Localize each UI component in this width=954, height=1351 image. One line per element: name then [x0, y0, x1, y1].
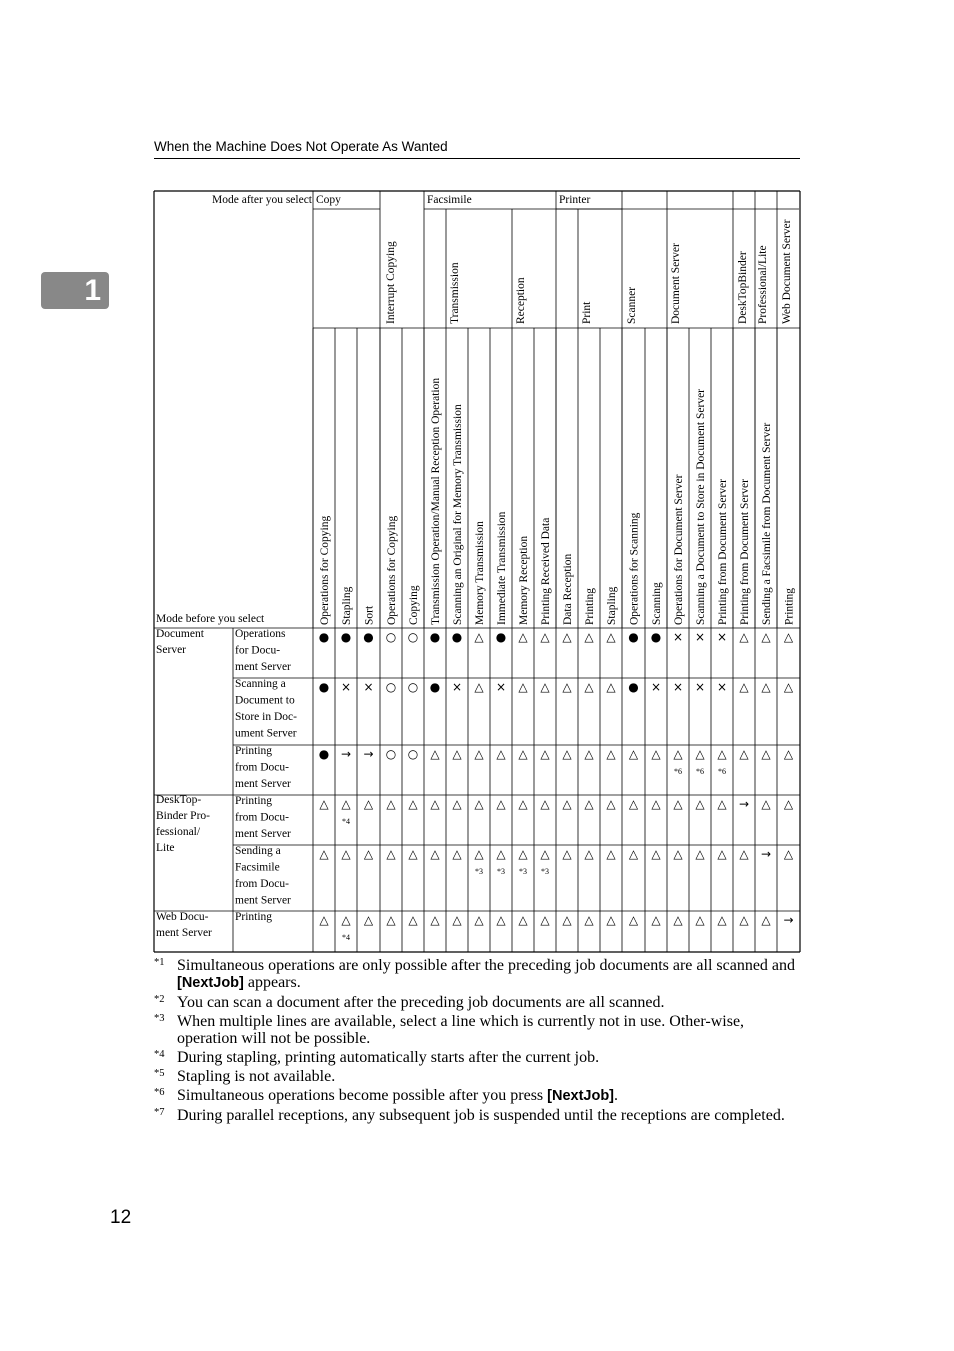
table-cell: △ — [474, 630, 484, 644]
table-cell: △ — [739, 847, 749, 861]
table-cell: △ — [452, 847, 462, 861]
table-cell: △ — [695, 847, 705, 861]
row-group-label: Binder Pro- — [156, 810, 210, 822]
table-cell: × — [495, 680, 507, 694]
group-transmission: Transmission — [449, 262, 461, 324]
table-cell: × — [340, 680, 352, 694]
group-document-server: Document Server — [670, 243, 682, 324]
table-cell: △ — [386, 797, 396, 811]
table-cell: △ — [496, 797, 506, 811]
row-label: from Docu- — [235, 761, 289, 774]
column-header: Printing from Document Server — [739, 479, 751, 625]
table-cell: × — [672, 630, 684, 644]
table-cell: △ — [452, 747, 462, 761]
column-header: Transmission Operation/Manual Reception Operation — [430, 377, 442, 625]
footnote-text: Stapling is not available. — [177, 1068, 336, 1085]
row-label: Sending a — [235, 845, 281, 857]
key-label: [NextJob] — [177, 975, 244, 991]
table-cell: × — [694, 630, 706, 644]
table-cell: △ — [341, 913, 351, 927]
table-cell: △ — [319, 847, 329, 861]
table-cell: △ — [363, 797, 374, 811]
table-cell: △ — [386, 847, 396, 861]
table-cell: △ — [695, 747, 705, 761]
table-cell: × — [672, 680, 684, 694]
footnote — [154, 1087, 800, 1105]
table-cell: ○ — [407, 680, 419, 694]
footnote-text: Simultaneous operations are only possible after the preceding job documents are all scanned and — [177, 957, 796, 974]
table-cell: △ — [496, 847, 506, 861]
table-cell: △ — [518, 913, 528, 927]
table-cell: × — [716, 630, 728, 644]
table-cell: △ — [518, 797, 528, 811]
group-printer: Printer — [559, 194, 591, 206]
table-cell: △ — [540, 847, 550, 861]
table-cell: → — [738, 797, 750, 811]
table-cell: △ — [761, 797, 771, 811]
table-cell: ○ — [385, 630, 397, 644]
column-header: Copying — [408, 585, 420, 625]
table-cell: △ — [761, 630, 771, 644]
cell-note: *4 — [342, 933, 350, 942]
table-cell: △ — [673, 847, 683, 861]
footnote-text-end: appears. — [243, 974, 301, 991]
corner-after: Mode after you select — [212, 194, 312, 206]
table-cell: △ — [562, 797, 572, 811]
table-cell: △ — [518, 680, 528, 694]
table-cell: ● — [628, 680, 639, 694]
group-desktopbinder: DeskTopBinder — [737, 251, 749, 324]
table-cell: △ — [761, 913, 771, 927]
row-label: Store in Doc- — [235, 711, 297, 723]
column-header: Scanning an Original for Memory Transmission — [452, 404, 464, 625]
row-group-label: fessional/ — [156, 826, 201, 838]
table-cell: △ — [739, 680, 749, 694]
row-label: for Docu- — [235, 644, 281, 657]
row-group-label: ment Server — [156, 927, 212, 939]
row-label: Scanning a — [235, 678, 286, 690]
row-label: ment Server — [235, 778, 291, 790]
table-cell: △ — [562, 630, 572, 644]
row-label: from Docu- — [235, 811, 289, 824]
table-cell: △ — [739, 630, 749, 644]
table-cell: △ — [717, 847, 727, 861]
table-cell: × — [694, 680, 706, 694]
table-cell: △ — [584, 747, 594, 761]
table-cell: △ — [363, 847, 374, 861]
table-cell: △ — [562, 747, 572, 761]
group-print: Print — [581, 301, 593, 324]
row-label: Printing — [235, 911, 273, 923]
footnote — [154, 994, 800, 1011]
column-header: Data Reception — [562, 553, 574, 625]
table-cell: △ — [452, 797, 462, 811]
table-cell: △ — [761, 747, 771, 761]
table-cell: △ — [606, 630, 616, 644]
table-cell: △ — [319, 913, 329, 927]
chapter-tab: 1 — [41, 272, 109, 309]
table-cell: △ — [540, 797, 550, 811]
table-cell: ● — [318, 630, 330, 644]
table-cell: △ — [540, 913, 550, 927]
table-cell: △ — [540, 747, 550, 761]
table-cell: △ — [606, 847, 616, 861]
column-header: Scanning — [651, 582, 663, 625]
table-cell: △ — [651, 913, 661, 927]
group-scanner: Scanner — [626, 286, 638, 324]
table-cell: ● — [340, 630, 352, 644]
table-cell: △ — [540, 680, 550, 694]
footnote-mark: *3 — [154, 1013, 165, 1024]
group-copy: Copy — [316, 194, 341, 206]
table-cell: △ — [651, 847, 661, 861]
footnote-mark: *7 — [154, 1107, 165, 1118]
table-cell: △ — [363, 913, 374, 927]
table-cell: × — [363, 680, 374, 694]
table-cell: ● — [363, 630, 374, 644]
table-cell: △ — [562, 680, 572, 694]
table-cell: → — [363, 747, 374, 761]
table-cell: ○ — [407, 747, 419, 761]
table-cell: △ — [408, 797, 418, 811]
table-cell: △ — [408, 847, 418, 861]
footnote — [154, 1049, 800, 1066]
table-cell: △ — [783, 630, 794, 644]
table-cell: ● — [429, 680, 441, 694]
cell-note: *3 — [475, 867, 483, 876]
column-header: Immediate Transmission — [496, 511, 508, 625]
column-header: Stapling — [606, 586, 618, 625]
table-cell: △ — [518, 630, 528, 644]
page-number: 12 — [110, 1207, 132, 1228]
table-cell: △ — [562, 913, 572, 927]
footnote — [154, 1107, 800, 1124]
table-cell: △ — [562, 847, 572, 861]
running-header: When the Machine Does Not Operate As Wanted — [154, 139, 448, 154]
table-cell: △ — [717, 913, 727, 927]
table-cell: △ — [673, 747, 683, 761]
table-cell: △ — [673, 797, 683, 811]
table-cell: △ — [695, 913, 705, 927]
table-cell: △ — [408, 913, 418, 927]
column-header: Printing Received Data — [540, 517, 552, 625]
table-cell: △ — [783, 847, 794, 861]
table-cell: ● — [429, 630, 441, 644]
group-facsimile: Facsimile — [427, 194, 472, 206]
table-cell: × — [650, 680, 662, 694]
group-interrupt-copying: Interrupt Copying — [385, 241, 397, 324]
table-cell: × — [716, 680, 728, 694]
row-label: ment Server — [235, 661, 291, 673]
column-header: Operations for Scanning — [628, 512, 641, 625]
table-cell: △ — [474, 913, 484, 927]
table-cell: △ — [518, 847, 528, 861]
table-cell: ○ — [385, 680, 397, 694]
column-header: Printing from Document Server — [717, 479, 729, 625]
row-label: ument Server — [235, 727, 297, 740]
table-cell: △ — [386, 913, 396, 927]
cell-note: *3 — [541, 867, 549, 876]
row-label: Operations — [235, 628, 286, 640]
table-cell: △ — [717, 747, 727, 761]
cell-note: *6 — [718, 767, 726, 776]
column-header: Sort — [363, 605, 376, 625]
key-label: [NextJob] — [547, 1088, 615, 1104]
table-cell: ○ — [385, 747, 397, 761]
cell-note: *3 — [519, 867, 527, 876]
table-cell: △ — [584, 913, 594, 927]
table-cell: △ — [496, 747, 506, 761]
table-cell: △ — [783, 797, 794, 811]
table-cell: △ — [584, 680, 594, 694]
table-cell: △ — [496, 913, 506, 927]
row-label: from Docu- — [235, 878, 289, 890]
footnote-text: When multiple lines are available, select a line which is currently not in use. Other-wise, operation will not be possible. — [177, 1013, 745, 1047]
column-header: Scanning a Document to Store in Document Server — [695, 388, 707, 625]
table-cell: △ — [739, 913, 749, 927]
table-cell: → — [340, 747, 352, 761]
footnote-mark: *2 — [154, 994, 165, 1005]
table-cell: ● — [318, 680, 330, 694]
table-cell: △ — [430, 747, 440, 761]
table-cell: △ — [474, 680, 484, 694]
column-header: Memory Reception — [518, 535, 530, 625]
table-cell: ● — [628, 630, 639, 644]
footnote-mark: *4 — [154, 1049, 165, 1060]
table-cell: △ — [628, 847, 639, 861]
corner-before: Mode before you select — [156, 613, 265, 625]
row-group-label: Document — [156, 628, 204, 640]
table-cell: △ — [651, 747, 661, 761]
row-label: Document to — [235, 694, 295, 707]
column-header: Stapling — [341, 586, 353, 625]
table-cell: △ — [606, 747, 616, 761]
table-cell: △ — [540, 630, 550, 644]
table-cell: → — [783, 913, 794, 927]
table-cell: △ — [430, 913, 440, 927]
table-cell: △ — [430, 847, 440, 861]
footnote — [154, 1068, 800, 1085]
table-cell: △ — [341, 797, 351, 811]
table-cell: ● — [495, 630, 507, 644]
table-cell: ● — [451, 630, 463, 644]
column-header: Printing — [584, 587, 596, 625]
table-cell: △ — [474, 847, 484, 861]
footnote-text: During parallel receptions, any subsequent job is suspended until the receptions are completed. — [177, 1107, 785, 1124]
column-header: Printing — [783, 587, 796, 625]
table-cell: △ — [606, 680, 616, 694]
cell-note: *3 — [497, 867, 505, 876]
table-cell: ● — [650, 630, 662, 644]
footnote — [154, 957, 800, 992]
table-cell: △ — [319, 797, 329, 811]
group-desktopbinder-line2: Professional/Lite — [757, 245, 769, 324]
footnotes — [154, 957, 800, 1126]
table-cell: △ — [518, 747, 528, 761]
column-header: Operations for Copying — [319, 515, 331, 625]
group-reception: Reception — [515, 277, 527, 324]
column-header: Sending a Facsimile from Document Server — [761, 422, 773, 625]
row-label: ment Server — [235, 828, 291, 840]
footnote-text: Simultaneous operations become possible after you press — [177, 1087, 548, 1104]
table-cell: △ — [584, 847, 594, 861]
footnote-mark: *6 — [154, 1087, 165, 1098]
row-label: ment Server — [235, 894, 291, 907]
table-cell: △ — [673, 913, 683, 927]
footnote-text-end: . — [614, 1087, 619, 1104]
cell-note: *6 — [696, 767, 704, 776]
column-header: Operations for Copying — [386, 515, 398, 625]
row-label: Printing — [235, 795, 273, 807]
table-cell: △ — [739, 747, 749, 761]
row-group-label: Server — [156, 644, 187, 656]
footnote-text: You can scan a document after the preceding job documents are all scanned. — [177, 994, 665, 1011]
table-cell: △ — [761, 680, 771, 694]
footnote-mark: *5 — [154, 1068, 165, 1079]
table-cell: ● — [318, 747, 330, 761]
table-cell: △ — [717, 797, 727, 811]
group-web-document-server: Web Document Server — [781, 219, 793, 324]
table-cell: △ — [430, 797, 440, 811]
column-header: Operations for Document Server — [673, 474, 685, 625]
table-cell: △ — [695, 797, 705, 811]
column-header: Memory Transmission — [474, 521, 486, 625]
table-cell: △ — [651, 797, 661, 811]
table-cell: △ — [452, 913, 462, 927]
table-cell: △ — [584, 630, 594, 644]
cell-note: *6 — [674, 767, 682, 776]
row-group-label: DeskTop- — [156, 794, 202, 806]
row-group-label: Lite — [156, 842, 175, 854]
footnote-mark: *1 — [154, 957, 165, 968]
row-label: Printing — [235, 745, 273, 757]
footnote-text: During stapling, printing automatically starts after the current job. — [177, 1049, 600, 1066]
table-cell: △ — [783, 747, 794, 761]
table-cell: → — [760, 847, 772, 861]
table-cell: × — [451, 680, 463, 694]
table-cell: △ — [584, 797, 594, 811]
table-cell: △ — [474, 797, 484, 811]
table-cell: ○ — [407, 630, 419, 644]
footnote — [154, 1013, 800, 1047]
table-cell: △ — [341, 847, 351, 861]
table-cell: △ — [606, 913, 616, 927]
table-cell: △ — [474, 747, 484, 761]
table-cell: △ — [628, 797, 639, 811]
table-cell: △ — [606, 797, 616, 811]
row-group-label: Web Docu- — [156, 911, 209, 923]
table-cell: △ — [628, 913, 639, 927]
table-cell: △ — [628, 747, 639, 761]
table-cell: △ — [783, 680, 794, 694]
row-label: Facsimile — [235, 861, 280, 874]
cell-note: *4 — [342, 817, 350, 826]
